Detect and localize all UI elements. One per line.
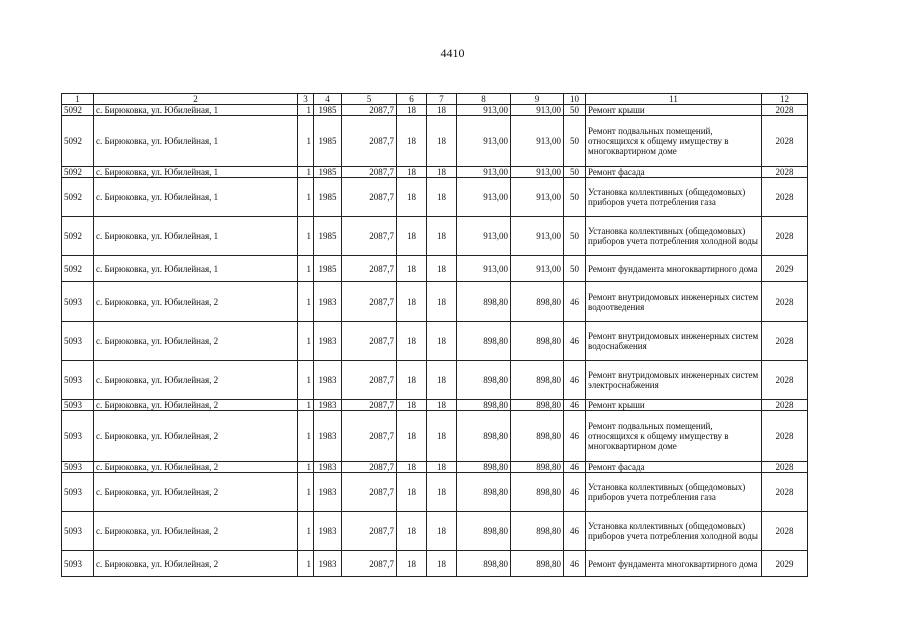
col8-value-cell: 898,80 [457,361,511,400]
col10-cell: 50 [564,217,586,256]
column-header: 12 [762,94,808,105]
table-row [62,282,808,322]
planned-year-cell: 2028 [762,116,808,167]
col9-value-cell: 898,80 [511,473,564,512]
col3-cell: 1 [298,551,314,577]
house-id-cell: 5093 [62,282,94,322]
address-cell: с. Бирюковка, ул. Юбилейная, 2 [94,551,298,577]
col3-cell: 1 [298,473,314,512]
col9-value-cell: 913,00 [511,217,564,256]
col8-value-cell: 913,00 [457,167,511,178]
work-type-cell: Установка коллективных (общедомовых) приборов учета потребления холодной воды [586,217,762,256]
col6-cell: 18 [397,400,427,411]
house-id-cell: 5093 [62,411,94,462]
house-id-cell: 5093 [62,551,94,577]
col10-cell: 50 [564,256,586,282]
column-header: 9 [511,94,564,105]
col9-value-cell: 898,80 [511,551,564,577]
work-type-cell: Ремонт крыши [586,105,762,116]
area-cell: 2087,7 [342,512,397,551]
house-id-cell: 5092 [62,116,94,167]
planned-year-cell: 2028 [762,462,808,473]
address-cell: с. Бирюковка, ул. Юбилейная, 2 [94,282,298,322]
col7-cell: 18 [427,167,457,178]
col3-cell: 1 [298,116,314,167]
house-id-cell: 5093 [62,462,94,473]
house-id-cell: 5093 [62,512,94,551]
table-row [62,217,808,256]
work-type-cell: Ремонт внутридомовых инженерных систем водоснабжения [586,322,762,361]
col3-cell: 1 [298,282,314,322]
planned-year-cell: 2028 [762,178,808,217]
col3-cell: 1 [298,400,314,411]
col7-cell: 18 [427,462,457,473]
col7-cell: 18 [427,551,457,577]
col10-cell: 50 [564,167,586,178]
address-cell: с. Бирюковка, ул. Юбилейная, 1 [94,217,298,256]
address-cell: с. Бирюковка, ул. Юбилейная, 1 [94,116,298,167]
col10-cell: 46 [564,282,586,322]
col6-cell: 18 [397,462,427,473]
year-built-cell: 1983 [314,400,342,411]
address-cell: с. Бирюковка, ул. Юбилейная, 2 [94,361,298,400]
col3-cell: 1 [298,217,314,256]
address-cell: с. Бирюковка, ул. Юбилейная, 2 [94,473,298,512]
year-built-cell: 1985 [314,105,342,116]
col7-cell: 18 [427,361,457,400]
col7-cell: 18 [427,322,457,361]
col3-cell: 1 [298,411,314,462]
page-number: 4410 [440,46,465,60]
area-cell: 2087,7 [342,256,397,282]
col6-cell: 18 [397,473,427,512]
planned-year-cell: 2028 [762,411,808,462]
year-built-cell: 1983 [314,512,342,551]
planned-year-cell: 2028 [762,282,808,322]
planned-year-cell: 2028 [762,361,808,400]
table-row [62,116,808,167]
house-id-cell: 5093 [62,473,94,512]
work-type-cell: Ремонт фундамента многоквартирного дома [586,256,762,282]
col8-value-cell: 913,00 [457,178,511,217]
area-cell: 2087,7 [342,105,397,116]
col7-cell: 18 [427,400,457,411]
col9-value-cell: 898,80 [511,512,564,551]
address-cell: с. Бирюковка, ул. Юбилейная, 2 [94,512,298,551]
col6-cell: 18 [397,178,427,217]
year-built-cell: 1983 [314,361,342,400]
column-header: 2 [94,94,298,105]
work-type-cell: Установка коллективных (общедомовых) приборов учета потребления газа [586,473,762,512]
area-cell: 2087,7 [342,116,397,167]
column-header: 11 [586,94,762,105]
area-cell: 2087,7 [342,551,397,577]
col10-cell: 46 [564,512,586,551]
col10-cell: 46 [564,473,586,512]
planned-year-cell: 2028 [762,322,808,361]
col3-cell: 1 [298,462,314,473]
work-type-cell: Установка коллективных (общедомовых) приборов учета потребления холодной воды [586,512,762,551]
table-row [62,256,808,282]
address-cell: с. Бирюковка, ул. Юбилейная, 1 [94,256,298,282]
planned-year-cell: 2028 [762,512,808,551]
year-built-cell: 1985 [314,116,342,167]
table-row [62,361,808,400]
col9-value-cell: 898,80 [511,411,564,462]
area-cell: 2087,7 [342,282,397,322]
table-row [62,400,808,411]
col7-cell: 18 [427,256,457,282]
year-built-cell: 1983 [314,473,342,512]
col8-value-cell: 898,80 [457,282,511,322]
col7-cell: 18 [427,178,457,217]
house-id-cell: 5092 [62,256,94,282]
column-number-row [62,94,808,105]
table-row [62,105,808,116]
col6-cell: 18 [397,217,427,256]
planned-year-cell: 2029 [762,256,808,282]
column-header: 5 [342,94,397,105]
col6-cell: 18 [397,116,427,167]
col7-cell: 18 [427,282,457,322]
address-cell: с. Бирюковка, ул. Юбилейная, 2 [94,322,298,361]
col9-value-cell: 898,80 [511,282,564,322]
register-body [62,105,808,577]
year-built-cell: 1985 [314,178,342,217]
col6-cell: 18 [397,167,427,178]
col8-value-cell: 898,80 [457,400,511,411]
col6-cell: 18 [397,105,427,116]
col9-value-cell: 898,80 [511,361,564,400]
col9-value-cell: 913,00 [511,105,564,116]
repair-register-table [61,93,808,577]
column-header: 7 [427,94,457,105]
col9-value-cell: 913,00 [511,178,564,217]
table-row [62,167,808,178]
col6-cell: 18 [397,512,427,551]
address-cell: с. Бирюковка, ул. Юбилейная, 1 [94,105,298,116]
area-cell: 2087,7 [342,322,397,361]
col9-value-cell: 898,80 [511,322,564,361]
col10-cell: 46 [564,361,586,400]
col8-value-cell: 898,80 [457,322,511,361]
column-header: 1 [62,94,94,105]
col6-cell: 18 [397,411,427,462]
work-type-cell: Ремонт внутридомовых инженерных систем электроснабжения [586,361,762,400]
col8-value-cell: 898,80 [457,462,511,473]
col9-value-cell: 913,00 [511,167,564,178]
house-id-cell: 5092 [62,178,94,217]
area-cell: 2087,7 [342,411,397,462]
planned-year-cell: 2028 [762,105,808,116]
table-row [62,322,808,361]
column-header: 3 [298,94,314,105]
col3-cell: 1 [298,178,314,217]
house-id-cell: 5092 [62,105,94,116]
year-built-cell: 1983 [314,282,342,322]
table-row [62,462,808,473]
year-built-cell: 1985 [314,256,342,282]
col8-value-cell: 898,80 [457,411,511,462]
house-id-cell: 5092 [62,167,94,178]
work-type-cell: Ремонт фасада [586,167,762,178]
house-id-cell: 5093 [62,361,94,400]
house-id-cell: 5093 [62,400,94,411]
year-built-cell: 1983 [314,462,342,473]
address-cell: с. Бирюковка, ул. Юбилейная, 1 [94,178,298,217]
col7-cell: 18 [427,411,457,462]
area-cell: 2087,7 [342,400,397,411]
col7-cell: 18 [427,116,457,167]
work-type-cell: Ремонт внутридомовых инженерных систем водоотведения [586,282,762,322]
year-built-cell: 1985 [314,167,342,178]
table-row [62,178,808,217]
col6-cell: 18 [397,361,427,400]
col6-cell: 18 [397,551,427,577]
col3-cell: 1 [298,361,314,400]
col6-cell: 18 [397,256,427,282]
col6-cell: 18 [397,282,427,322]
col8-value-cell: 898,80 [457,473,511,512]
work-type-cell: Ремонт фасада [586,462,762,473]
area-cell: 2087,7 [342,217,397,256]
column-header: 6 [397,94,427,105]
column-header: 10 [564,94,586,105]
planned-year-cell: 2028 [762,473,808,512]
year-built-cell: 1983 [314,551,342,577]
col9-value-cell: 913,00 [511,116,564,167]
area-cell: 2087,7 [342,473,397,512]
planned-year-cell: 2028 [762,400,808,411]
col7-cell: 18 [427,105,457,116]
col7-cell: 18 [427,512,457,551]
year-built-cell: 1985 [314,217,342,256]
col9-value-cell: 913,00 [511,256,564,282]
col7-cell: 18 [427,217,457,256]
work-type-cell: Ремонт крыши [586,400,762,411]
address-cell: с. Бирюковка, ул. Юбилейная, 1 [94,167,298,178]
address-cell: с. Бирюковка, ул. Юбилейная, 2 [94,400,298,411]
col7-cell: 18 [427,473,457,512]
work-type-cell: Ремонт подвальных помещений, относящихся к общему имуществу в многоквартирном доме [586,116,762,167]
work-type-cell: Установка коллективных (общедомовых) приборов учета потребления газа [586,178,762,217]
col6-cell: 18 [397,322,427,361]
planned-year-cell: 2028 [762,167,808,178]
col8-value-cell: 913,00 [457,256,511,282]
work-type-cell: Ремонт фундамента многоквартирного дома [586,551,762,577]
column-header: 4 [314,94,342,105]
col10-cell: 50 [564,105,586,116]
col3-cell: 1 [298,512,314,551]
area-cell: 2087,7 [342,178,397,217]
col9-value-cell: 898,80 [511,462,564,473]
work-type-cell: Ремонт подвальных помещений, относящихся к общему имуществу в многоквартирном доме [586,411,762,462]
year-built-cell: 1983 [314,322,342,361]
year-built-cell: 1983 [314,411,342,462]
planned-year-cell: 2028 [762,217,808,256]
col10-cell: 46 [564,411,586,462]
col8-value-cell: 913,00 [457,116,511,167]
col3-cell: 1 [298,322,314,361]
house-id-cell: 5093 [62,322,94,361]
area-cell: 2087,7 [342,462,397,473]
col10-cell: 50 [564,178,586,217]
col8-value-cell: 913,00 [457,105,511,116]
col3-cell: 1 [298,105,314,116]
address-cell: с. Бирюковка, ул. Юбилейная, 2 [94,462,298,473]
col3-cell: 1 [298,167,314,178]
col10-cell: 46 [564,551,586,577]
col8-value-cell: 898,80 [457,512,511,551]
col10-cell: 50 [564,116,586,167]
table-row [62,473,808,512]
column-header: 8 [457,94,511,105]
house-id-cell: 5092 [62,217,94,256]
area-cell: 2087,7 [342,167,397,178]
col8-value-cell: 898,80 [457,551,511,577]
col8-value-cell: 913,00 [457,217,511,256]
col9-value-cell: 898,80 [511,400,564,411]
col3-cell: 1 [298,256,314,282]
planned-year-cell: 2029 [762,551,808,577]
address-cell: с. Бирюковка, ул. Юбилейная, 2 [94,411,298,462]
col10-cell: 46 [564,462,586,473]
col10-cell: 46 [564,322,586,361]
table-row [62,411,808,462]
table-row [62,551,808,577]
col10-cell: 46 [564,400,586,411]
area-cell: 2087,7 [342,361,397,400]
table-row [62,512,808,551]
